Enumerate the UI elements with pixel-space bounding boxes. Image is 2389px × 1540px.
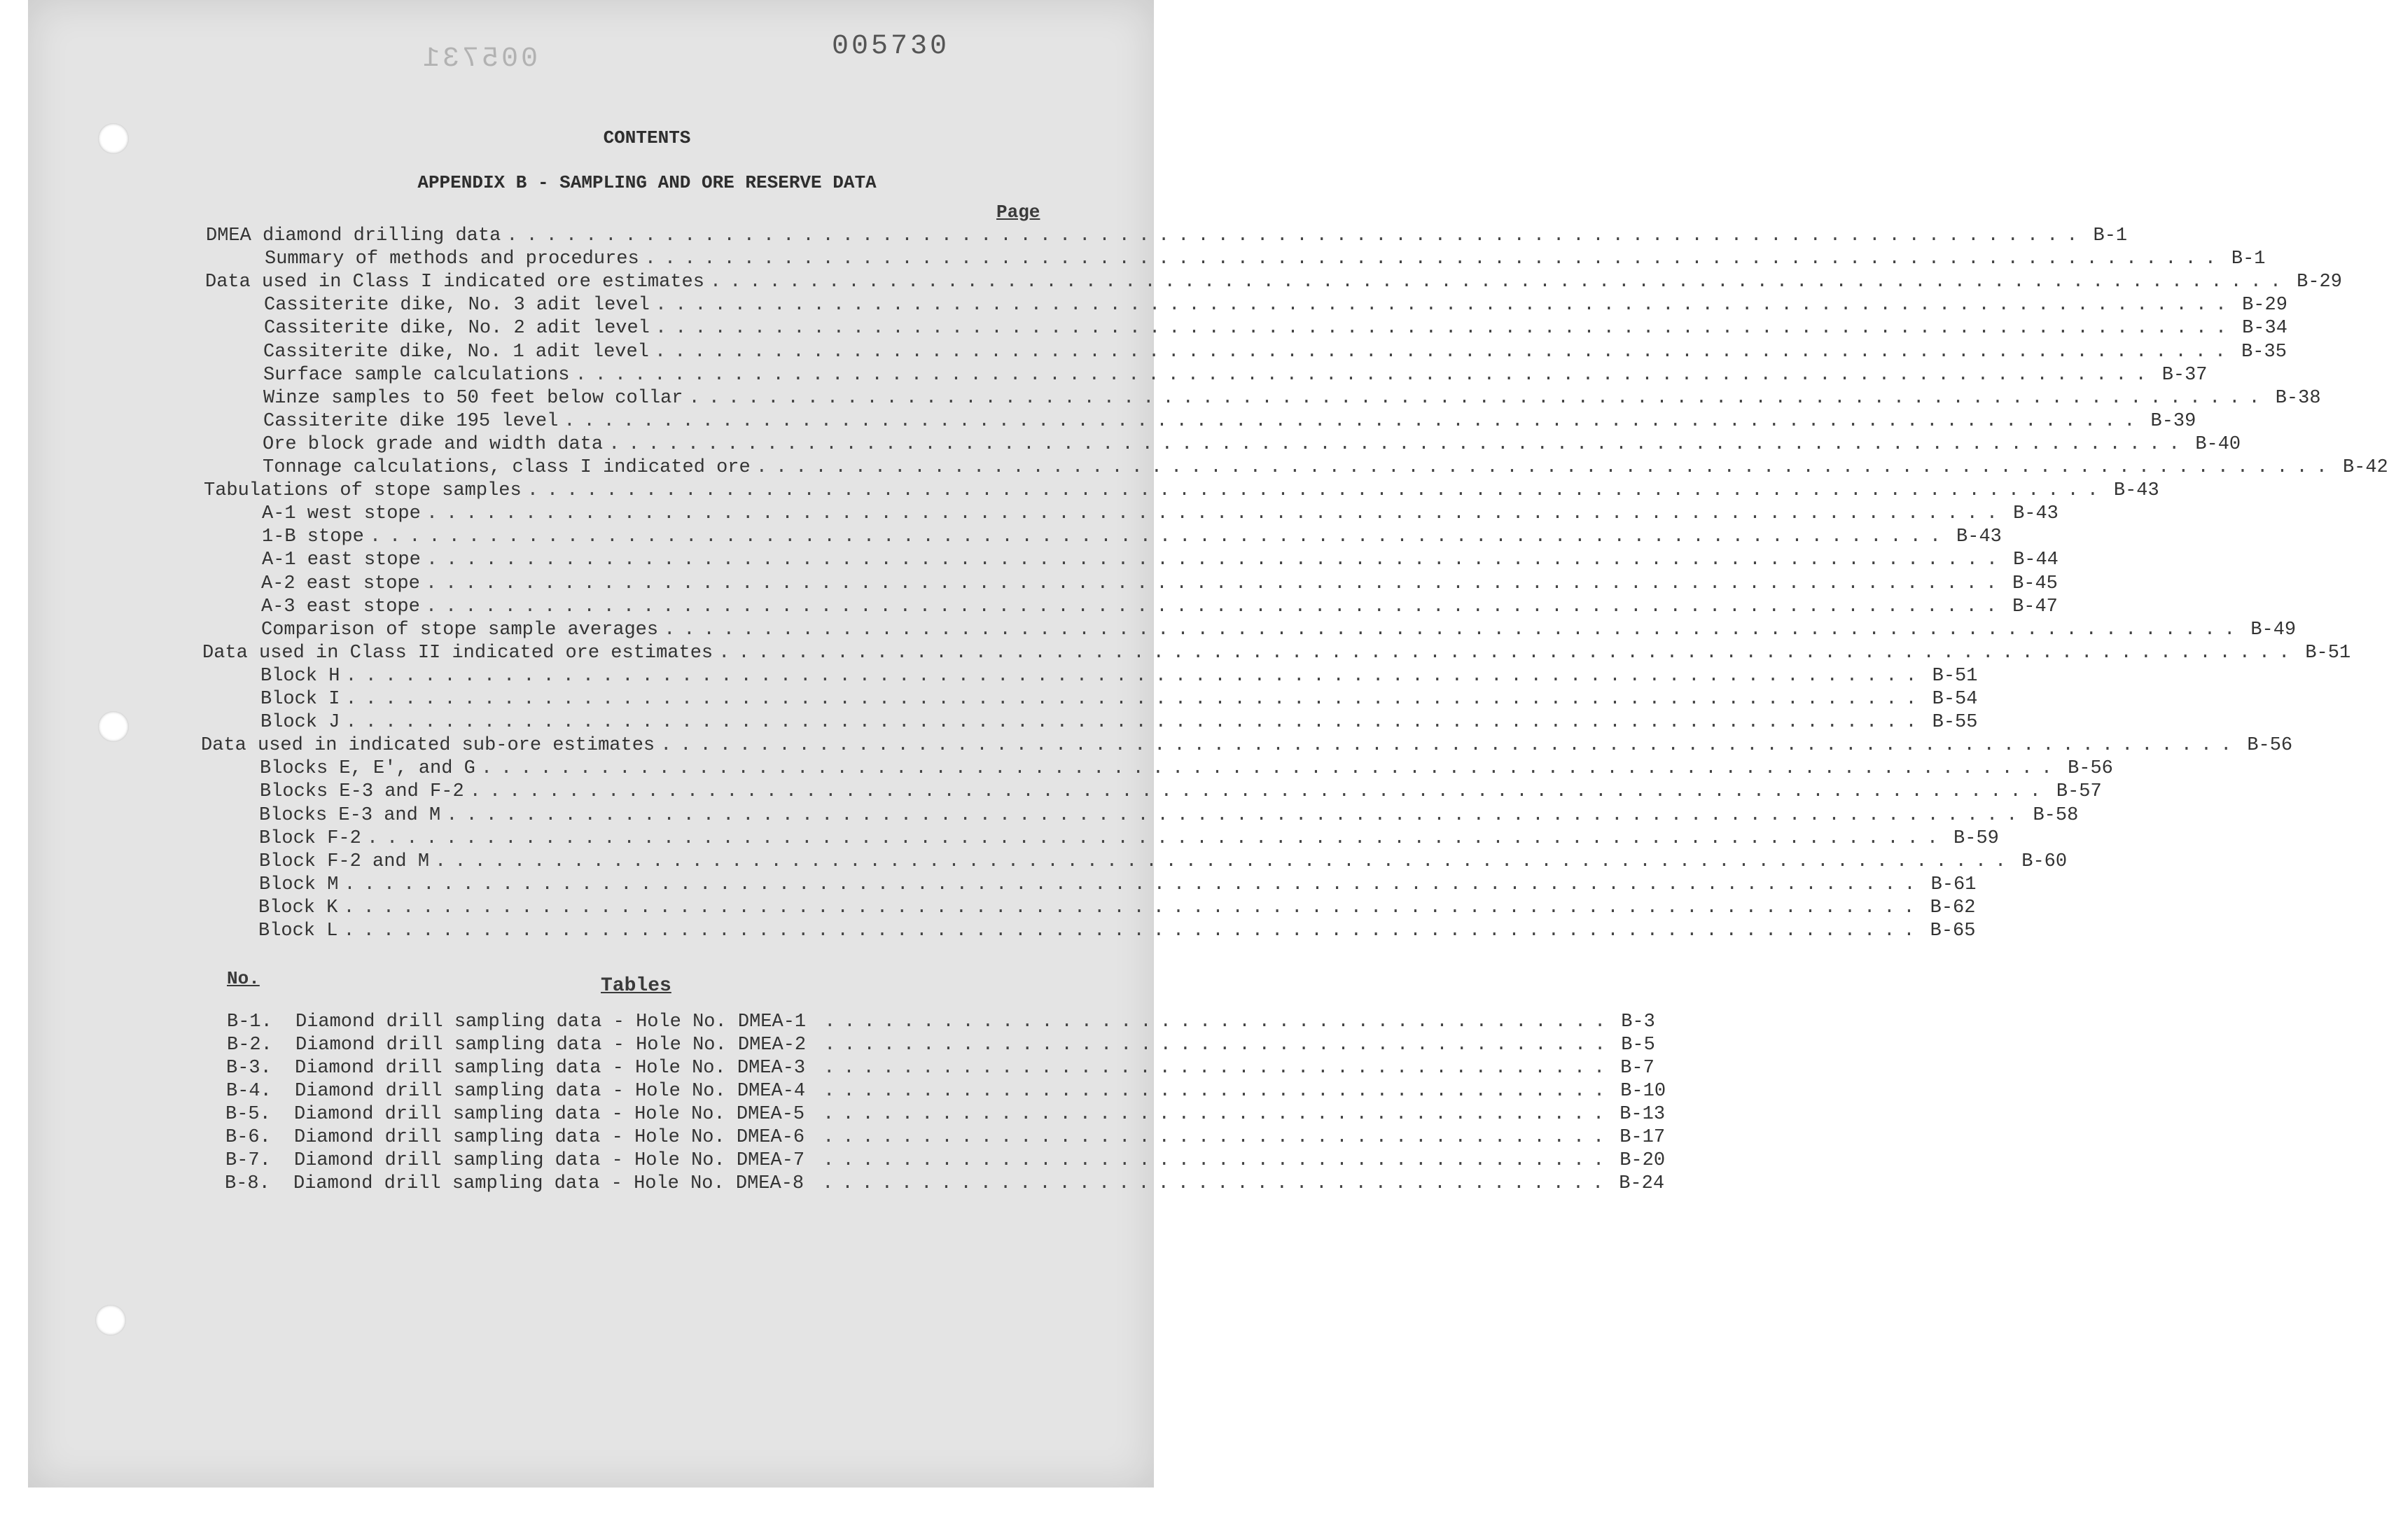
dot-leader: ................................................................................ <box>655 295 2236 316</box>
table-entry-label: Diamond drill sampling data - Hole No. DMEA-6 <box>294 1127 805 1148</box>
toc-entry-page: B-60 <box>2021 850 2068 872</box>
dot-leader: ................................................................................ <box>435 850 2015 872</box>
toc-entry-page: B-29 <box>2297 272 2342 293</box>
toc-entry <box>263 457 2388 481</box>
table-entry <box>225 1173 1665 1197</box>
toc-entry <box>263 341 2287 365</box>
toc-entry-label: DMEA diamond drilling data <box>206 225 501 246</box>
toc-entry-label: A-2 east stope <box>261 573 420 594</box>
table-entry-page: B-7 <box>1620 1058 1655 1079</box>
table-entry-label: Diamond drill sampling data - Hole No. DMEA-7 <box>294 1150 805 1171</box>
toc-entry-label: Winze samples to 50 feet below collar <box>263 387 683 409</box>
dot-leader: ................................................................................ <box>564 410 2144 432</box>
toc-entry-page: B-51 <box>1932 665 1978 687</box>
dot-leader: ........................................ <box>822 1173 1613 1194</box>
dot-leader: ........................................ <box>823 1127 1613 1148</box>
toc-entry-page: B-49 <box>2250 619 2297 640</box>
dot-leader: ........................................ <box>823 1150 1613 1171</box>
dot-leader: ................................................................................ <box>426 503 2007 525</box>
toc-entry <box>202 642 2351 666</box>
table-entry-page: B-3 <box>1621 1011 1655 1032</box>
toc-entry <box>263 433 2241 458</box>
dot-leader: ........................................ <box>823 1058 1614 1079</box>
table-entry-label: Diamond drill sampling data - Hole No. DMEA-8 <box>293 1173 805 1194</box>
toc-entry <box>262 550 2059 573</box>
dot-leader: ................................................................................ <box>527 480 2107 502</box>
table-entry-label: Diamond drill sampling data - Hole No. DMEA-5 <box>294 1104 805 1125</box>
dot-leader: ................................................................................ <box>644 248 2224 270</box>
bleed-through-stamp: 005731 <box>420 43 538 75</box>
toc-entry-page: B-43 <box>2113 480 2159 502</box>
toc-entry-page: B-55 <box>1932 712 1978 734</box>
toc-entry <box>261 573 2058 597</box>
dot-leader: ................................................................................ <box>345 712 1925 734</box>
dot-leader: ................................................................................ <box>343 920 1923 941</box>
toc-entry <box>261 596 2058 620</box>
table-entry <box>225 1150 1666 1174</box>
toc-entry <box>258 897 1976 921</box>
table-entry-page: B-20 <box>1620 1150 1666 1171</box>
toc-entry <box>260 781 2102 805</box>
toc-entry-label: Block K <box>258 897 338 918</box>
toc-entry-label: Data used in indicated sub-ore estimates <box>201 735 655 757</box>
toc-entry <box>259 850 2068 875</box>
dot-leader: ................................................................................ <box>660 735 2241 757</box>
binder-hole-bottom <box>95 1305 126 1336</box>
toc-entry-page: B-43 <box>1956 526 2002 548</box>
toc-entry-page: B-56 <box>2247 735 2293 757</box>
toc-entry <box>260 712 1978 736</box>
table-entry-label: Diamond drill sampling data - Hole No. DMEA-1 <box>295 1011 807 1032</box>
appendix-subtitle: APPENDIX B - SAMPLING AND ORE RESERVE DATA <box>417 172 877 193</box>
toc-entry-page: B-38 <box>2275 387 2321 409</box>
dot-leader: ................................................................................ <box>654 341 2235 363</box>
toc-entry <box>260 758 2113 782</box>
dot-leader: ................................................................................ <box>345 689 1925 710</box>
toc-entry-label: Cassiterite dike 195 level <box>263 410 559 432</box>
toc-entry <box>263 410 2196 435</box>
table-entry-page: B-13 <box>1620 1104 1666 1125</box>
toc-entry-label: A-1 east stope <box>262 550 421 571</box>
binder-hole-middle <box>98 711 129 742</box>
toc-entry-page: B-29 <box>2242 295 2287 316</box>
toc-entry-page: B-61 <box>1930 874 1977 895</box>
table-entry-page: B-10 <box>1620 1081 1666 1102</box>
dot-leader: ........................................ <box>823 1104 1613 1125</box>
toc-entry <box>262 503 2059 527</box>
document-page <box>28 0 2388 1488</box>
table-entry-number: B-2. <box>227 1035 272 1056</box>
dot-leader: ................................................................................ <box>755 457 2336 478</box>
toc-entry <box>260 665 1978 690</box>
toc-entry-label: Cassiterite dike, No. 1 adit level <box>263 341 649 363</box>
dot-leader: ........................................ <box>824 1035 1615 1056</box>
toc-entry-label: A-3 east stope <box>261 596 420 617</box>
table-entry-page: B-5 <box>1621 1035 1655 1056</box>
dot-leader: ................................................................................ <box>469 781 2049 803</box>
dot-leader: ................................................................................ <box>345 665 1925 687</box>
toc-entry-page: B-35 <box>2241 341 2287 363</box>
document-number-stamp: 005730 <box>832 31 950 62</box>
toc-entry-label: Blocks E, E', and G <box>260 758 475 780</box>
toc-entry <box>265 248 2266 272</box>
toc-entry-page: B-44 <box>2013 550 2059 571</box>
table-entry <box>227 1035 1655 1058</box>
table-entry-label: Diamond drill sampling data - Hole No. DMEA-2 <box>295 1035 807 1056</box>
toc-entry-page: B-34 <box>2242 318 2287 340</box>
dot-leader: ........................................ <box>824 1011 1615 1032</box>
dot-leader: ........................................ <box>823 1081 1614 1102</box>
toc-entry-label: Ore block grade and width data <box>263 433 604 455</box>
table-entry-number: B-5. <box>225 1104 271 1125</box>
table-entry-number: B-4. <box>226 1081 272 1102</box>
page-title: CONTENTS <box>603 127 691 148</box>
toc-entry-label: Block F-2 and M <box>259 850 430 872</box>
table-entry <box>227 1011 1655 1035</box>
toc-entry-label: Block H <box>260 665 340 687</box>
table-number-header: No. <box>227 968 260 989</box>
toc-entry-label: Block I <box>260 689 340 710</box>
dot-leader: ................................................................................ <box>344 874 1924 895</box>
toc-entry-label: Blocks E-3 and F-2 <box>260 781 464 803</box>
table-entry <box>225 1127 1666 1151</box>
toc-entry-page: B-59 <box>1953 827 1999 849</box>
toc-entry-label: Tonnage calculations, class I indicated ore <box>263 457 751 478</box>
toc-entry <box>262 526 2002 550</box>
table-entry-number: B-1. <box>227 1011 272 1032</box>
dot-leader: ................................................................................ <box>688 387 2269 409</box>
toc-entry <box>264 318 2287 342</box>
table-entry-number: B-3. <box>226 1058 272 1079</box>
toc-entry-page: B-65 <box>1930 920 1976 941</box>
toc-entry-label: Data used in Class II indicated ore estimates <box>202 642 713 664</box>
dot-leader: ................................................................................ <box>608 433 2189 455</box>
table-entry <box>226 1081 1666 1105</box>
toc-entry <box>261 619 2297 643</box>
toc-entry-label: Tabulations of stope samples <box>204 480 522 502</box>
dot-leader: ................................................................................ <box>664 619 2244 640</box>
toc-entry <box>259 804 2079 829</box>
toc-entry-page: B-43 <box>2013 503 2059 525</box>
table-entry-number: B-8. <box>225 1173 270 1194</box>
table-entry-number: B-6. <box>225 1127 271 1148</box>
dot-leader: ................................................................................ <box>369 526 1950 548</box>
toc-entry-page: B-62 <box>1930 897 1976 918</box>
toc-entry-page: B-56 <box>2068 758 2113 780</box>
table-entry-label: Diamond drill sampling data - Hole No. DMEA-3 <box>295 1058 806 1079</box>
toc-entry-label: Block L <box>258 920 338 941</box>
dot-leader: ................................................................................ <box>425 596 2006 617</box>
dot-leader: ................................................................................ <box>425 573 2006 594</box>
toc-entry <box>204 480 2159 504</box>
toc-entry <box>264 295 2287 318</box>
toc-entry-page: B-40 <box>2195 433 2241 455</box>
toc-entry-label: Data used in Class I indicated ore estimates <box>205 272 704 293</box>
toc-entry-label: Surface sample calculations <box>263 364 570 386</box>
toc-entry <box>263 387 2321 412</box>
toc-entry-page: B-1 <box>2093 225 2128 246</box>
dot-leader: ................................................................................ <box>343 897 1923 918</box>
dot-leader: ................................................................................ <box>709 272 2290 293</box>
toc-entry-page: B-42 <box>2342 457 2388 478</box>
toc-entry-label: Cassiterite dike, No. 2 adit level <box>264 318 650 340</box>
toc-entry-page: B-45 <box>2012 573 2058 594</box>
toc-entry <box>258 920 1976 944</box>
dot-leader: ................................................................................ <box>480 758 2061 780</box>
toc-entry-label: Block J <box>260 712 340 734</box>
toc-entry <box>259 874 1977 898</box>
toc-entry-page: B-51 <box>2305 642 2351 664</box>
toc-entry-page: B-1 <box>2231 248 2266 270</box>
toc-entry <box>259 827 1999 852</box>
dot-leader: ................................................................................ <box>718 642 2299 664</box>
toc-entry-label: Comparison of stope sample averages <box>261 619 659 640</box>
toc-entry-page: B-57 <box>2056 781 2102 803</box>
toc-entry-page: B-58 <box>2033 804 2079 826</box>
toc-entry-label: 1-B stope <box>262 526 364 548</box>
dot-leader: ................................................................................ <box>446 804 2026 826</box>
toc-entry <box>206 225 2128 249</box>
table-entry-label: Diamond drill sampling data - Hole No. DMEA-4 <box>295 1081 806 1102</box>
toc-entry-page: B-37 <box>2161 364 2208 386</box>
toc-entry-label: Block M <box>259 874 339 895</box>
toc-entry-label: Cassiterite dike, No. 3 adit level <box>264 295 650 316</box>
dot-leader: ................................................................................ <box>506 225 2087 246</box>
toc-entry <box>260 689 1978 713</box>
toc-entry-page: B-47 <box>2012 596 2058 617</box>
dot-leader: ................................................................................ <box>655 318 2236 340</box>
toc-entry-page: B-54 <box>1932 689 1978 710</box>
table-entry-page: B-24 <box>1619 1173 1665 1194</box>
dot-leader: ................................................................................ <box>366 827 1947 849</box>
toc-entry-label: A-1 west stope <box>262 503 421 525</box>
toc-entry-page: B-39 <box>2150 410 2196 432</box>
table-entry-page: B-17 <box>1620 1127 1666 1148</box>
table-entry <box>225 1104 1666 1128</box>
tables-header: Tables <box>601 975 671 997</box>
toc-entry-label: Summary of methods and procedures <box>265 248 639 270</box>
toc-entry <box>263 364 2208 388</box>
toc-entry <box>205 272 2342 295</box>
toc-entry <box>201 735 2293 759</box>
dot-leader: ................................................................................ <box>575 364 2155 386</box>
page-column-header: Page <box>996 202 1040 223</box>
dot-leader: ................................................................................ <box>426 550 2007 571</box>
table-entry-number: B-7. <box>225 1150 271 1171</box>
toc-entry-label: Blocks E-3 and M <box>259 804 441 826</box>
table-entry <box>226 1058 1655 1082</box>
toc-entry-label: Block F-2 <box>259 827 361 849</box>
